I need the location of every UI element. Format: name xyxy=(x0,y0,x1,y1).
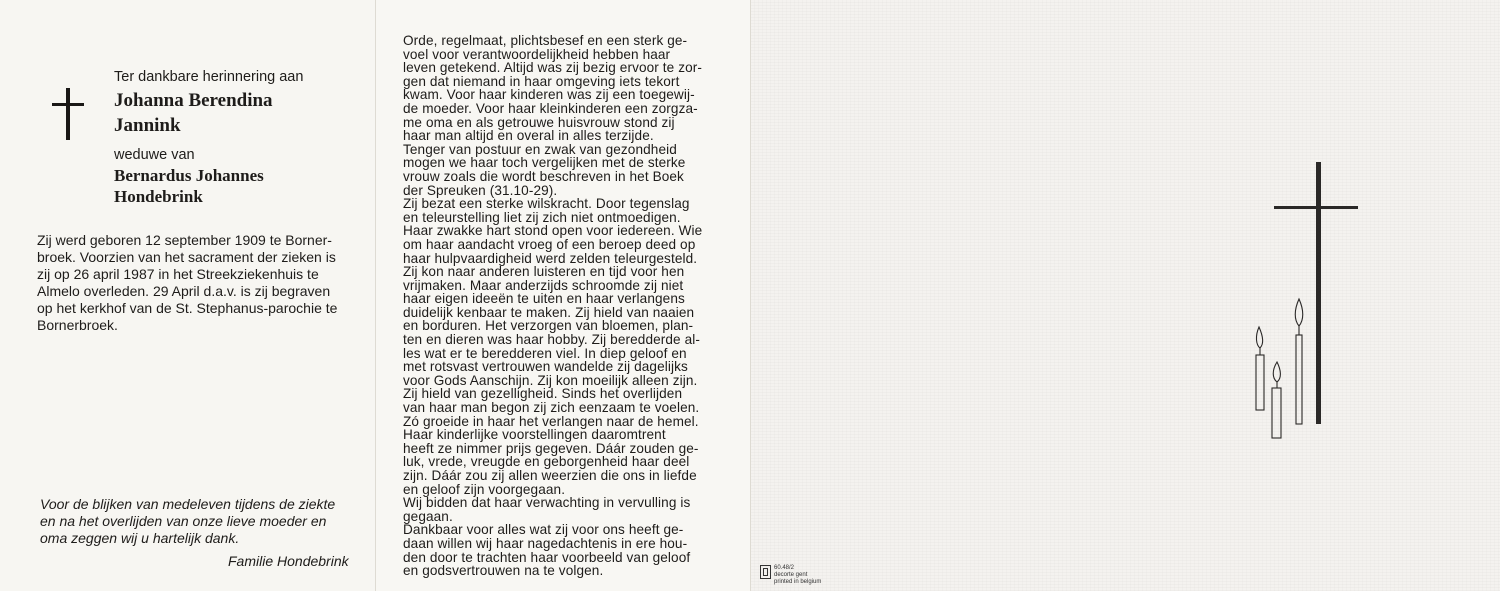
eulogy-line: voel voor verantwoordelijkheid hebben haar xyxy=(403,46,671,62)
eulogy-line: haar eigen ideeën te uiten en haar verlangens xyxy=(403,291,685,307)
eulogy-line: me oma en als getrouwe huisvrouw stond zij xyxy=(403,114,675,130)
deceased-name-line2: Jannink xyxy=(114,115,181,136)
fold-line xyxy=(375,0,376,591)
eulogy-line: les wat er te beredderen viel. In diep geloof en xyxy=(403,345,687,361)
eulogy-line: leven getekend. Altijd was zij bezig ervoor te zor- xyxy=(403,60,703,76)
eulogy-line: mogen we haar toch vergelijken met de sterke xyxy=(403,155,686,171)
bio-line: broek. Voorzien van het sacrament der zieken is xyxy=(37,249,336,265)
eulogy-line: daan willen wij haar nagedachtenis in ere hou- xyxy=(403,535,688,551)
eulogy-line: gen dat niemand in haar omgeving iets tekort xyxy=(403,73,680,89)
thanks-line: oma zeggen wij u hartelijk dank. xyxy=(40,530,240,546)
eulogy-line: der Spreuken (31.10-29). xyxy=(403,182,558,198)
eulogy-line: Zij hield van gezelligheid. Sinds het overlijden xyxy=(403,386,683,402)
eulogy-line: Wij bidden dat haar verwachting in vervulling is xyxy=(403,495,691,511)
widow-of-text: weduwe van xyxy=(114,147,195,163)
printer-line: printed in belgium xyxy=(774,579,822,585)
eulogy-line: vrouw zoals die wordt beschreven in het Boek xyxy=(403,168,684,184)
eulogy-line: Dankbaar voor alles wat zij voor ons heeft ge- xyxy=(403,522,684,538)
eulogy-line: Zij kon naar anderen luisteren en tijd voor hen xyxy=(403,264,685,280)
eulogy-line: Orde, regelmaat, plichtsbesef en een sterk ge- xyxy=(403,33,688,48)
eulogy-line: en godsvertrouwen na te volgen. xyxy=(403,563,604,579)
eulogy-line: duidelijk kenbaar te maken. Zij hield van naaien xyxy=(403,304,695,320)
eulogy-line: Zó groeide in haar het verlangen naar de hemel. xyxy=(403,413,699,429)
bio-line: op het kerkhof van de St. Stephanus-parochie te xyxy=(37,300,338,316)
eulogy-line: Haar zwakke hart stond open voor iedereen. Wie xyxy=(403,223,703,239)
deceased-name-line1: Johanna Berendina xyxy=(114,90,273,111)
eulogy-line: ten en dieren was haar hobby. Zij beredderde al- xyxy=(403,332,700,348)
eulogy-line: en teleurstelling liet zij zich niet ontmoedigen. xyxy=(403,209,681,225)
printer-logo-icon xyxy=(760,565,771,579)
eulogy-line: voor Gods Aanschijn. Zij kon moeilijk alleen zijn. xyxy=(403,372,698,388)
eulogy-line: en borduren. Het verzorgen van bloemen, plan- xyxy=(403,318,694,334)
eulogy-line: den door te trachten haar voorbeeld van geloof xyxy=(403,549,691,565)
eulogy-line: Haar kinderlijke voorstellingen daaromtrent xyxy=(403,427,666,443)
bio-line: zij op 26 april 1987 in het Streekziekenhuis te xyxy=(37,266,319,282)
eulogy-line: Zij bezat een sterke wilskracht. Door tegenslag xyxy=(403,196,690,212)
printer-line: decorte gent xyxy=(774,572,808,578)
thanks-line: en na het overlijden van onze lieve moeder en xyxy=(40,513,327,529)
eulogy-line: kwam. Voor haar kinderen was zij een toegewij- xyxy=(403,87,695,103)
eulogy-line: luk, vrede, vreugde en geborgenheid haar deel xyxy=(403,454,690,470)
cover-panel xyxy=(750,0,1500,591)
bio-line: Bornerbroek. xyxy=(37,317,118,333)
eulogy-line: van haar man begon zij zich eenzaam te voelen. xyxy=(403,400,700,416)
printer-text xyxy=(774,565,821,586)
printer-mark xyxy=(760,565,821,586)
bio-line: Almelo overleden. 29 April d.a.v. is zij begraven xyxy=(37,283,331,299)
fold-line xyxy=(750,0,751,591)
eulogy-line: heeft ze nimmer prijs gegeven. Dáár zouden ge- xyxy=(403,440,699,456)
eulogy-line: met rotsvast vertrouwen wandelde zij dagelijks xyxy=(403,359,688,375)
intro-text: Ter dankbare herinnering aan xyxy=(114,69,304,85)
husband-name-line2: Hondebrink xyxy=(114,187,203,206)
husband-name-line1: Bernardus Johannes xyxy=(114,166,264,185)
left-panel xyxy=(0,0,375,591)
eulogy-line: om haar aandacht vroeg of een beroep deed op xyxy=(403,236,696,252)
thanks-line: Voor de blijken van medeleven tijdens de ziekte xyxy=(40,496,336,512)
candles-icon xyxy=(1250,290,1320,440)
bio-line: Zij werd geboren 12 september 1909 te Borner- xyxy=(37,232,332,248)
eulogy-line: zijn. Dáár zou zij allen weerzien die ons in liefde xyxy=(403,468,697,483)
eulogy-line: gegaan. xyxy=(403,508,453,524)
eulogy-text xyxy=(403,34,728,578)
thanks-paragraph xyxy=(40,496,365,547)
eulogy-line: en geloof zijn voorgegaan. xyxy=(403,481,566,497)
eulogy-line: vrijmaken. Maar anderzijds schroomde zij niet xyxy=(403,277,684,293)
family-signature: Familie Hondebrink xyxy=(228,553,349,569)
eulogy-line: haar hulpvaardigheid werd zelden teleurgesteld. xyxy=(403,250,698,266)
biography-paragraph xyxy=(37,232,367,334)
eulogy-line: Tenger van postuur en zwak van gezondheid xyxy=(403,141,677,157)
eulogy-line: haar man altijd en overal in alles terzijde. xyxy=(403,128,654,144)
cross-icon xyxy=(52,88,84,140)
printer-line: 60.48/2 xyxy=(774,565,795,571)
eulogy-line: de moeder. Voor haar kleinkinderen een zorgza- xyxy=(403,100,698,116)
